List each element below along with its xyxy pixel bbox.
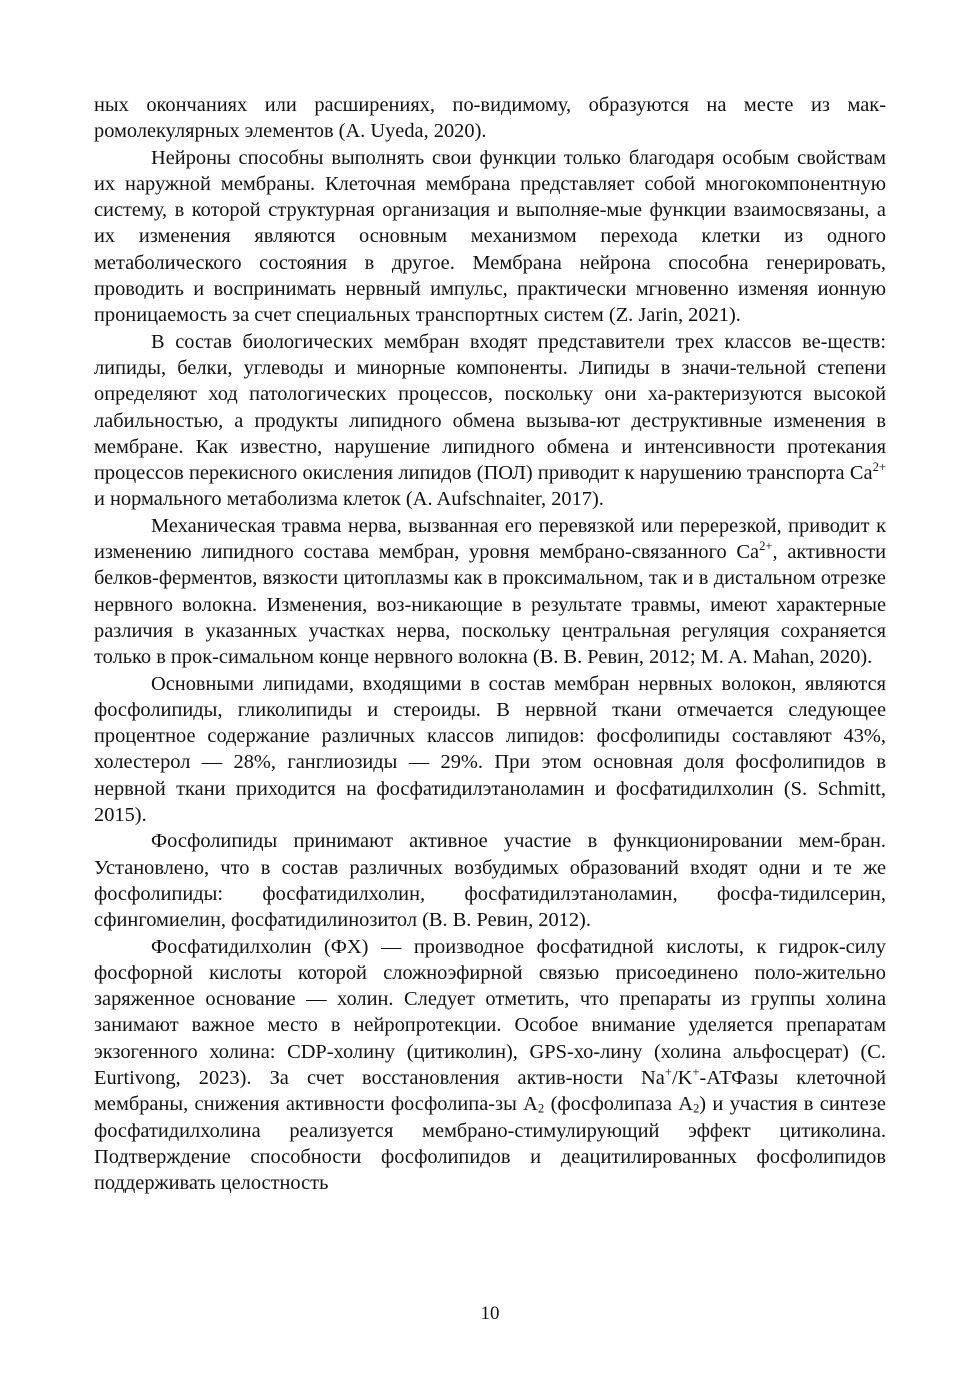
main-text <box>94 92 886 1196</box>
paragraph-3-text-a: В состав биологических мембран входят представители трех классов ве-ществ: липиды, белки, углеводы и минорные компоненты. Липиды в значи-тельной степени определяют ход патологических процессов, поскольку они ха-рактеризуются высокой лабильностью, а продукты липидного обмена вызыва-ют деструктивные изменения в мембране. Как известно, нарушение липидного обмена и интенсивности протекания процессов перекисного окисления липидов (ПОЛ) приводит к нарушению транспорта Ca <box>94 330 886 485</box>
paragraph-7 <box>94 934 886 1197</box>
paragraph-5: Основными липидами, входящими в состав мембран нервных волокон, являются фосфолипиды, гликолипиды и стероиды. В нервной ткани отмечается следующее процентное содержание различных классов липидов: фосфолипиды составляют 43%, холестерол — 28%, ганглиозиды — 29%. При этом основная доля фосфолипидов в нервной ткани приходится на фосфатидилэтаноламин и фосфатидилхолин (S. Schmitt, 2015). <box>94 672 886 827</box>
paragraph-7-text-a: Фосфатидилхолин (ФХ) — производное фосфатидной кислоты, к гидрок-силу фосфорной кислоты которой сложноэфирной связью присоединено поло-жительно заряженное основание — холин. Следует отметить, что препараты из группы холина занимают важное место в нейропротекции. Особое внимание уделяется препаратам экзогенного холина: CDP-холину (цитиколин), GPS-хо-лину (холина альфосцерат) (C. Eurtivong, 2023). За счет восстановления актив-ности Na <box>94 935 886 1089</box>
paragraph-7-text-e: ) и участия в синтезе фосфатидилхолина реализуется мембрано-стимулирующий эффект цитиколина. Подтверждение способности фосфолипидов и деацитилированных фосфолипидов поддерживать целостность <box>94 1093 886 1195</box>
calcium-charge-superscript: 2+ <box>872 460 886 475</box>
paragraph-7-text-b: /K <box>671 1066 693 1089</box>
page-number: 10 <box>480 1303 500 1324</box>
paragraph-6: Фосфолипиды принимают активное участие в функционировании мем-бран. Установлено, что в состав различных возбудимых образований входят одни и те же фосфолипиды: фосфатидилхолин, фосфатидилэтаноламин, фосфа-тидилсерин, сфингомиелин, фосфатидилинозитол (В. В. Ревин, 2012). <box>94 830 886 932</box>
phospholipase-subscript: 2 <box>537 1101 545 1116</box>
phospholipase-subscript: 2 <box>692 1101 700 1116</box>
paragraph-3 <box>94 329 886 513</box>
paragraph-7-text-d: (фосфолипаза A <box>544 1093 693 1116</box>
paragraph-4 <box>94 513 886 671</box>
sodium-charge-superscript: + <box>664 1065 672 1080</box>
paragraph-7-text-c: -АТФазы клеточной мембраны, снижения активности фосфолипа-зы A <box>94 1066 886 1116</box>
paragraph-2: Нейроны способны выполнять свои функции только благодаря особым свойствам их наружной мембраны. Клеточная мембрана представляет собой многокомпонентную систему, в которой структурная организация и выполняе-мые функции взаимосвязаны, а их изменения являются основным механизмом перехода клетки из одного метаболического состояния в другое. Мембрана нейрона способна генерировать, проводить и воспринимать нервный импульс, практически мгновенно изменяя ионную проницаемость за счет специальных транспортных систем (Z. Jarin, 2021). <box>94 146 886 327</box>
potassium-charge-superscript: + <box>692 1065 700 1080</box>
calcium-charge-superscript: 2+ <box>759 539 773 554</box>
paragraph-4-text-a: Механическая травма нерва, вызванная его перевязкой или перерезкой, приводит к изменению липидного состава мембран, уровня мембрано-связанного Ca <box>94 514 886 564</box>
paragraph-3-text-b: и нормального метаболизма клеток (A. Aufschnaiter, 2017). <box>94 488 604 511</box>
paragraph-4-text-b: , активности белков-ферментов, вязкости цитоплазмы как в проксимальном, так и в дистальном отрезке нервного волокна. Изменения, воз-никающие в результате травмы, имеют характерные различия в указанных участках нерва, поскольку центральная регуляция сохраняется только в прок-симальном конце нервного волокна (В. В. Ревин, 2012; M. A. Mahan, 2020). <box>94 541 887 669</box>
paragraph-1: ных окончаниях или расширениях, по-видимому, образуются на месте из мак-ромолекулярных элементов (A. Uyeda, 2020). <box>94 94 886 143</box>
page-body <box>94 92 886 1196</box>
